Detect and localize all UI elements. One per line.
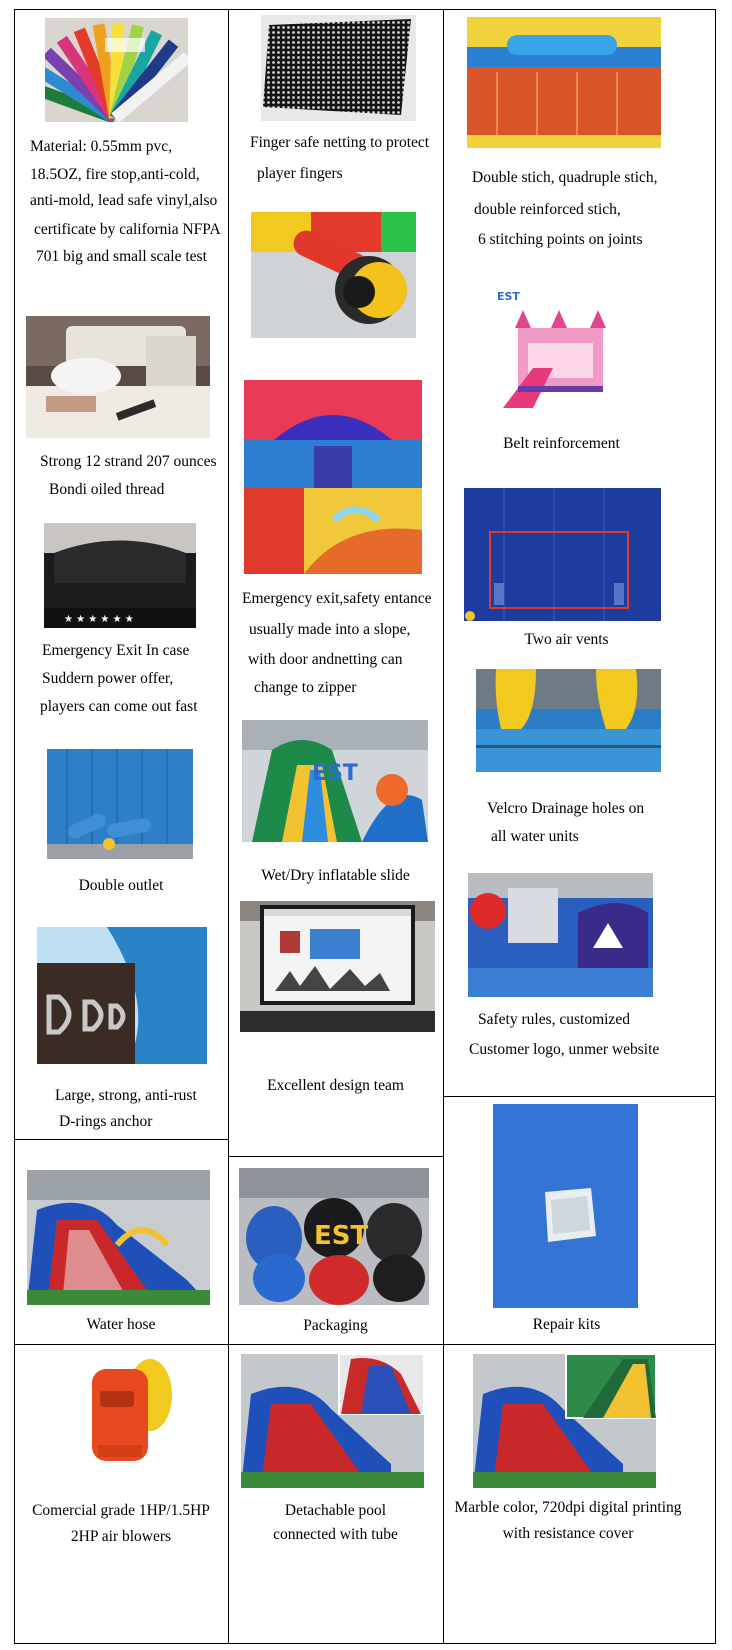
row-divider-col2	[228, 1156, 443, 1157]
velcro-drainage-image	[476, 669, 661, 772]
detachable-pool-image	[241, 1354, 424, 1488]
material-caption-1: Material: 0.55mm pvc,	[30, 138, 173, 155]
safety-caption-1: Safety rules, customized	[478, 1011, 630, 1028]
column-divider-2	[443, 9, 444, 1644]
air-vents-image	[464, 488, 661, 621]
stitching-image	[467, 17, 661, 148]
thread-caption-1: Strong 12 strand 207 ounces	[40, 453, 217, 470]
design-computer-image	[240, 901, 435, 1032]
pink-castle-image	[493, 288, 633, 408]
d-rings-image	[37, 927, 207, 1064]
emergency-exit-image	[44, 523, 196, 628]
entrance-caption-1: Emergency exit,safety entance	[242, 590, 432, 607]
air-vents-caption: Two air vents	[524, 631, 609, 648]
safety-caption-2: Customer logo, unmer website	[469, 1041, 660, 1058]
wet-dry-slide-image	[242, 720, 428, 842]
stitch-caption-2: double reinforced stich,	[474, 201, 621, 218]
row-divider-col1	[14, 1139, 228, 1140]
sewing-machine-image	[26, 316, 210, 438]
exit-caption-2: Suddern power offer,	[42, 670, 174, 687]
water-hose-caption: Water hose	[86, 1316, 156, 1333]
blowers-caption-1: Comercial grade 1HP/1.5HP	[32, 1502, 210, 1519]
blower-close-image	[251, 212, 416, 338]
thread-caption-2: Bondi oiled thread	[49, 481, 165, 498]
velcro-caption-1: Velcro Drainage holes on	[487, 800, 645, 817]
repair-caption: Repair kits	[532, 1316, 601, 1333]
marble-caption-1: Marble color, 720dpi digital printing	[454, 1499, 682, 1516]
design-caption: Excellent design team	[267, 1077, 404, 1094]
packaging-image	[239, 1168, 429, 1305]
pool-caption-1: Detachable pool	[284, 1502, 387, 1519]
marble-caption-2: with resistance cover	[502, 1525, 634, 1542]
material-caption-3: anti-mold, lead safe vinyl,also	[30, 192, 218, 209]
svg-text:★ ★ ★ ★ ★ ★: ★ ★ ★ ★ ★ ★	[64, 614, 134, 625]
netting-caption-1: Finger safe netting to protect	[250, 134, 430, 151]
d-rings-caption-1: Large, strong, anti-rust	[55, 1087, 197, 1104]
packaging-caption: Packaging	[303, 1317, 368, 1334]
pvc-swatch-fan-image	[45, 18, 188, 122]
netting-image	[261, 15, 416, 121]
wet-dry-caption: Wet/Dry inflatable slide	[261, 867, 410, 884]
d-rings-caption-2: D-rings anchor	[59, 1113, 153, 1130]
material-caption-5: 701 big and small scale test	[36, 248, 207, 265]
pool-caption-2: connected with tube	[273, 1526, 398, 1543]
column-divider-1	[228, 9, 229, 1644]
stitch-caption-3: 6 stitching points on joints	[478, 231, 643, 248]
material-caption-2: 18.5OZ, fire stop,anti-cold,	[30, 166, 200, 183]
est-small-logo: EST	[497, 290, 520, 303]
blowers-caption-2: 2HP air blowers	[70, 1528, 172, 1545]
est-logo-packaging: EST	[314, 1221, 369, 1251]
entrance-image	[244, 380, 422, 574]
repair-kit-image	[493, 1104, 638, 1308]
entrance-caption-2: usually made into a slope,	[249, 621, 411, 638]
belt-caption: Belt reinforcement	[503, 435, 620, 452]
double-outlet-image	[47, 749, 193, 859]
exit-caption-1: Emergency Exit In case	[42, 642, 190, 659]
double-outlet-caption: Double outlet	[78, 877, 164, 894]
air-blower-image	[88, 1355, 173, 1467]
entrance-caption-4: change to zipper	[254, 679, 357, 696]
netting-caption-2: player fingers	[257, 165, 343, 182]
water-hose-slide-image	[27, 1170, 210, 1305]
velcro-caption-2: all water units	[491, 828, 579, 845]
row-divider-bottom	[14, 1344, 716, 1345]
marble-slide-image	[473, 1354, 656, 1488]
est-logo: EST	[312, 761, 358, 786]
row-divider-col3	[443, 1096, 716, 1097]
material-caption-4: certificate by california NFPA	[34, 221, 221, 238]
safety-rules-image	[468, 873, 653, 997]
exit-caption-3: players can come out fast	[40, 698, 198, 715]
entrance-caption-3: with door andnetting can	[248, 651, 403, 668]
stitch-caption-1: Double stich, quadruple stich,	[472, 169, 658, 186]
